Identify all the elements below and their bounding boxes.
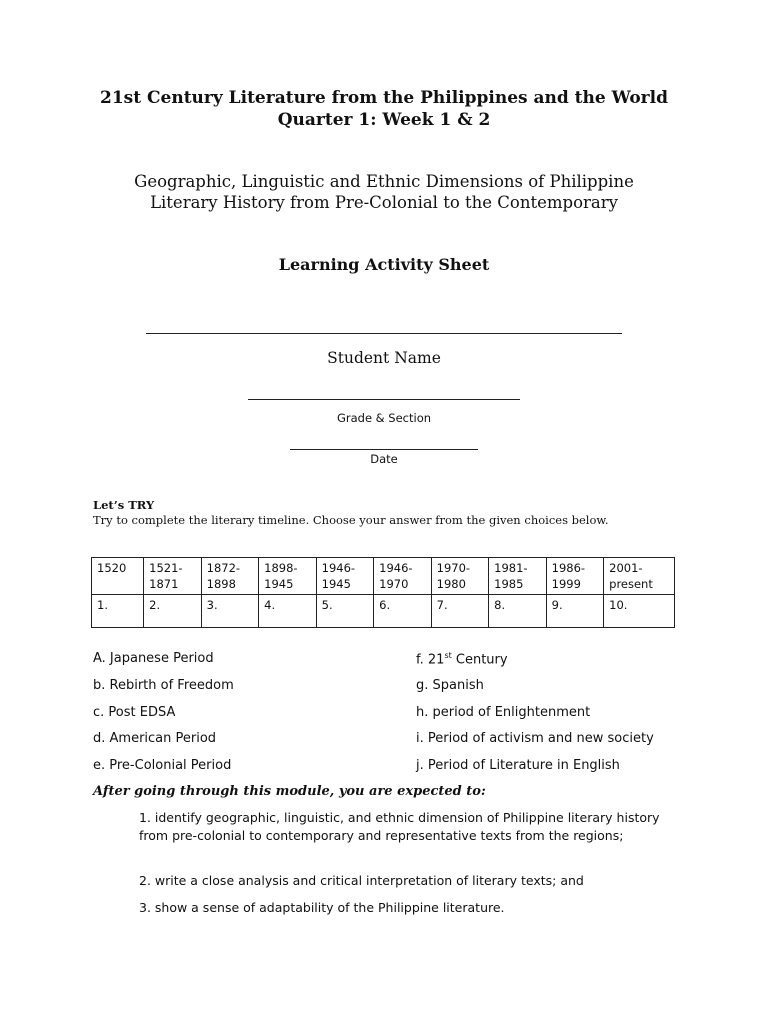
objective-item-2: 2. write a close analysis and critical interpretation of literary texts; and	[139, 873, 584, 888]
timeline-year-cell: 1520	[92, 558, 144, 595]
choice-a: A. Japanese Period	[93, 651, 214, 666]
date-line[interactable]	[290, 449, 478, 450]
timeline-years-row	[92, 558, 675, 595]
choice-i: i. Period of activism and new society	[416, 731, 654, 746]
timeline-year-cell: 1981- 1985	[489, 558, 547, 595]
sheet-title: Learning Activity Sheet	[278, 255, 490, 274]
document-subtitle	[0, 171, 768, 213]
choice-j: j. Period of Literature in English	[416, 758, 620, 773]
timeline-answers-row	[92, 595, 675, 628]
activity-instruction: Try to complete the literary timeline. Choose your answer from the given choices below.	[93, 513, 609, 527]
answer-cell-9[interactable]: 9.	[546, 595, 604, 628]
literary-timeline-table	[91, 557, 675, 628]
choice-e: e. Pre-Colonial Period	[93, 758, 232, 773]
answer-cell-1[interactable]: 1.	[92, 595, 144, 628]
subtitle-line-2: Literary History from Pre-Colonial to the Contemporary	[150, 193, 618, 212]
objective-item-3: 3. show a sense of adaptability of the Philippine literature.	[139, 900, 505, 915]
date-label: Date	[370, 452, 398, 466]
answer-cell-10[interactable]: 10.	[604, 595, 675, 628]
answer-cell-6[interactable]: 6.	[374, 595, 432, 628]
choice-c: c. Post EDSA	[93, 705, 176, 720]
student-name-label: Student Name	[327, 349, 441, 367]
timeline-year-cell: 1986- 1999	[546, 558, 604, 595]
objective-item-1: 1. identify geographic, linguistic, and ethnic dimension of Philippine literary history from pre-colonial to contemporary and representative texts from the regions;	[139, 810, 660, 843]
timeline-year-cell: 1872- 1898	[201, 558, 259, 595]
choice-h: h. period of Enlightenment	[416, 705, 591, 720]
timeline-year-cell: 1946- 1945	[316, 558, 374, 595]
student-name-line[interactable]	[146, 333, 622, 334]
activity-heading	[93, 498, 154, 512]
grade-section-line[interactable]	[248, 399, 520, 400]
title-line-2: Quarter 1: Week 1 & 2	[277, 110, 491, 130]
answer-cell-5[interactable]: 5.	[316, 595, 374, 628]
timeline-year-cell: 1898- 1945	[259, 558, 317, 595]
timeline-year-cell: 1946- 1970	[374, 558, 432, 595]
timeline-year-cell: 1970- 1980	[431, 558, 489, 595]
answer-cell-3[interactable]: 3.	[201, 595, 259, 628]
choice-d: d. American Period	[93, 731, 217, 746]
grade-section-label: Grade & Section	[336, 411, 432, 425]
choice-b: b. Rebirth of Freedom	[93, 678, 234, 693]
choice-f: f. 21st Century	[416, 651, 508, 668]
answer-cell-4[interactable]: 4.	[259, 595, 317, 628]
timeline-year-cell: 1521- 1871	[144, 558, 202, 595]
document-title	[0, 87, 768, 131]
activity-heading-text: Let’s TRY	[93, 498, 155, 512]
subtitle-line-1: Geographic, Linguistic and Ethnic Dimensions of Philippine	[134, 172, 634, 191]
choice-g: g. Spanish	[416, 678, 484, 693]
answer-cell-2[interactable]: 2.	[144, 595, 202, 628]
objectives-heading: After going through this module, you are expected to:	[93, 784, 486, 799]
timeline-year-cell: 2001- present	[604, 558, 675, 595]
title-line-1: 21st Century Literature from the Philippines and the World	[100, 88, 668, 108]
answer-cell-8[interactable]: 8.	[489, 595, 547, 628]
answer-cell-7[interactable]: 7.	[431, 595, 489, 628]
